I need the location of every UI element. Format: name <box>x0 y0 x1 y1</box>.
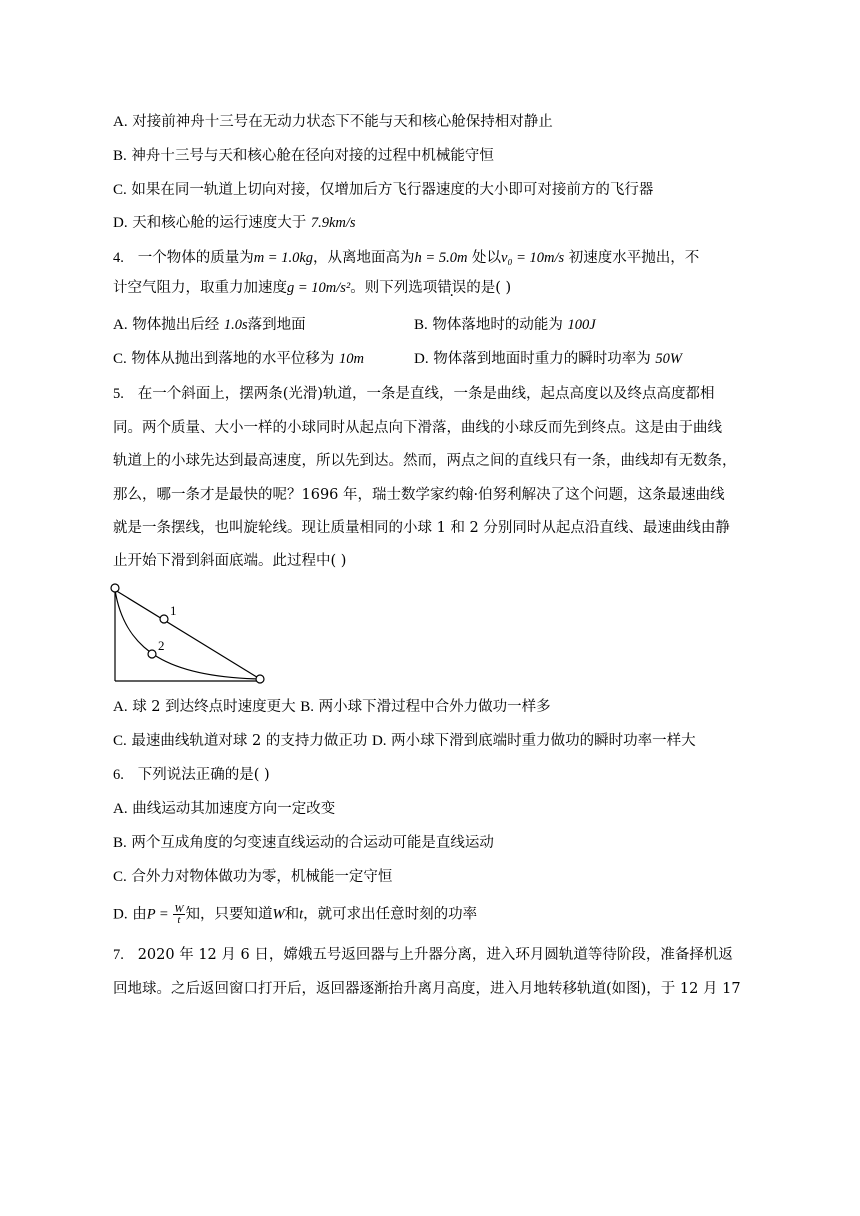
straight-track <box>115 590 260 679</box>
q3-option-a <box>113 112 553 132</box>
question-number: 7. <box>113 947 124 963</box>
option-text: 曲线运动其加速度方向一定改变 <box>132 801 336 817</box>
option-label: B. <box>113 835 127 851</box>
option-text: 对接前神舟十三号在无动力状态下不能与天和核心舱保持相对静止 <box>132 114 553 130</box>
stem-text: 同。两个质量、大小一样的小球同时从起点向下滑落，曲线的小球反而先到终点。这是由于曲线 <box>113 420 722 436</box>
option-label: A. <box>113 317 128 333</box>
q5-option-ab <box>113 697 551 717</box>
q4-option-b <box>414 315 596 335</box>
option-label: A. <box>113 114 128 130</box>
option-value: 10m <box>338 351 364 367</box>
q7-stem-line2 <box>113 979 741 999</box>
question-number: 6. <box>113 767 124 783</box>
stem-text: 下列说法正确的是( ) <box>137 767 270 783</box>
q5-stem-line1 <box>113 384 715 404</box>
q3-option-d <box>113 213 356 233</box>
q6-stem <box>113 765 270 785</box>
q5-option-cd <box>113 731 696 751</box>
option-text: 天和核心舱的运行速度大于 <box>132 215 311 231</box>
question-number: 5. <box>113 386 124 402</box>
end-point <box>256 675 264 683</box>
ball-2 <box>148 650 156 658</box>
q5-stem-line2 <box>113 418 722 438</box>
option-label: C. <box>113 351 127 367</box>
stem-text: ，从离地面高为 <box>313 250 415 266</box>
gravity-expr: g = 10m/s² <box>287 280 351 296</box>
option-text: 球 2 到达终点时速度更大 <box>132 699 296 715</box>
ball-1 <box>160 615 168 623</box>
q7-stem-line1 <box>113 945 733 965</box>
stem-text: 那么，哪一条才是最快的呢？1696 年，瑞士数学家约翰·伯努利解决了这个问题，这条最速曲线 <box>113 487 725 503</box>
time-symbol: t <box>299 906 304 923</box>
q4-option-c <box>113 349 364 369</box>
option-text: 物体落地时的动能为 <box>432 317 568 333</box>
stem-text: 。则下列选项 <box>350 280 438 296</box>
q6-option-a <box>113 799 335 819</box>
stem-text: 初速度水平抛出，不 <box>564 250 700 266</box>
stem-text: 回地球。之后返回窗口打开后，返回器逐渐抬升离月高度，进入月地转移轨道(如图)，于 12 月 17 <box>113 981 741 997</box>
option-label: B. <box>414 317 428 333</box>
option-value: 100J <box>567 317 596 333</box>
q5-stem-line6 <box>113 551 346 571</box>
option-label: B. <box>300 699 315 715</box>
height-expr: h = 5.0m <box>414 250 468 266</box>
emphasis-text: 错误 <box>437 280 467 296</box>
option-value: 1.0s <box>223 317 248 333</box>
stem-text: 就是一条摆线，也叫旋轮线。现让质量相同的小球 1 和 2 分别同时从起点沿直线、最速曲线由静 <box>113 520 730 536</box>
option-label: D. <box>414 351 429 367</box>
option-text: 神舟十三号与天和核心舱在径向对接的过程中机械能守恒 <box>131 148 494 164</box>
speed-value: 7.9km/s <box>310 215 356 231</box>
stem-text: 计空气阻力，取重力加速度 <box>113 280 287 296</box>
stem-text: 2020 年 12 月 6 日，嫦娥五号返回器与上升器分离，进入环月圆轨道等待阶段，准备择机返 <box>137 947 733 963</box>
option-text: 和 <box>284 906 300 923</box>
stem-text: 止开始下滑到斜面底端。此过程中( ) <box>113 553 347 569</box>
option-label: D. <box>113 906 128 923</box>
option-text: 知，只要知道 <box>185 906 273 923</box>
power-symbol: P = <box>146 906 173 923</box>
q4-option-d <box>414 349 682 369</box>
q6-option-c <box>113 867 392 887</box>
stem-text: 处以 <box>467 250 502 266</box>
ball-2-label: 2 <box>158 638 165 653</box>
ball-1-label: 1 <box>170 603 177 618</box>
option-text: 物体落到地面时重力的瞬时功率为 <box>433 351 656 367</box>
q4-option-a <box>113 315 306 335</box>
option-value: 50W <box>655 351 682 367</box>
option-label: C. <box>113 733 127 749</box>
option-text: 如果在同一轨道上切向对接，仅增加后方飞行器速度的大小即可对接前方的飞行器 <box>131 182 654 198</box>
velocity-expr: v₀ = 10m/s <box>501 250 565 266</box>
q5-stem-line5 <box>113 518 730 538</box>
option-text: 最速曲线轨道对球 2 的支持力做正功 <box>131 733 368 749</box>
option-text: 两个互成角度的匀变速直线运动的合运动可能是直线运动 <box>131 835 494 851</box>
q4-stem-line2 <box>113 278 511 298</box>
q6-option-d <box>113 904 477 925</box>
option-text: 两小球下滑到底端时重力做功的瞬时功率一样大 <box>391 733 696 749</box>
option-text: 由 <box>132 906 147 923</box>
q3-option-b <box>113 146 494 166</box>
question-number: 4. <box>113 250 124 266</box>
option-label: C. <box>113 869 127 885</box>
numerator: W <box>174 903 184 915</box>
q6-option-b <box>113 833 494 853</box>
mass-expr: m = 1.0kg <box>253 250 314 266</box>
stem-text: 在一个斜面上，摆两条(光滑)轨道，一条是直线，一条是曲线，起点高度以及终点高度都相 <box>137 386 715 402</box>
fraction <box>173 904 184 925</box>
option-text: 物体抛出后经 <box>132 317 224 333</box>
q5-stem-line4 <box>113 485 725 505</box>
option-label: A. <box>113 801 128 817</box>
q3-option-c <box>113 180 653 200</box>
start-point <box>111 584 119 592</box>
option-label: D. <box>371 733 387 749</box>
stem-text: 的是( ) <box>466 280 512 296</box>
option-label: C. <box>113 182 127 198</box>
option-label: A. <box>113 699 128 715</box>
option-text: 落到地面 <box>247 317 306 333</box>
q4-stem-line1 <box>113 248 699 268</box>
q5-stem-line3 <box>113 451 737 471</box>
brachistochrone-diagram <box>110 582 270 686</box>
denominator: t <box>177 914 181 926</box>
stem-text: 一个物体的质量为 <box>137 250 254 266</box>
option-text: 两小球下滑过程中合外力做功一样多 <box>318 699 551 715</box>
option-text: ，就可求出任意时刻的功率 <box>303 906 478 923</box>
option-text: 物体从抛出到落地的水平位移为 <box>131 351 339 367</box>
work-symbol: W <box>272 906 285 923</box>
option-text: 合外力对物体做功为零，机械能一定守恒 <box>131 869 393 885</box>
option-label: B. <box>113 148 127 164</box>
option-label: D. <box>113 215 128 231</box>
stem-text: 轨道上的小球先达到最高速度，所以先到达。然而，两点之间的直线只有一条，曲线却有无数条， <box>113 453 737 469</box>
